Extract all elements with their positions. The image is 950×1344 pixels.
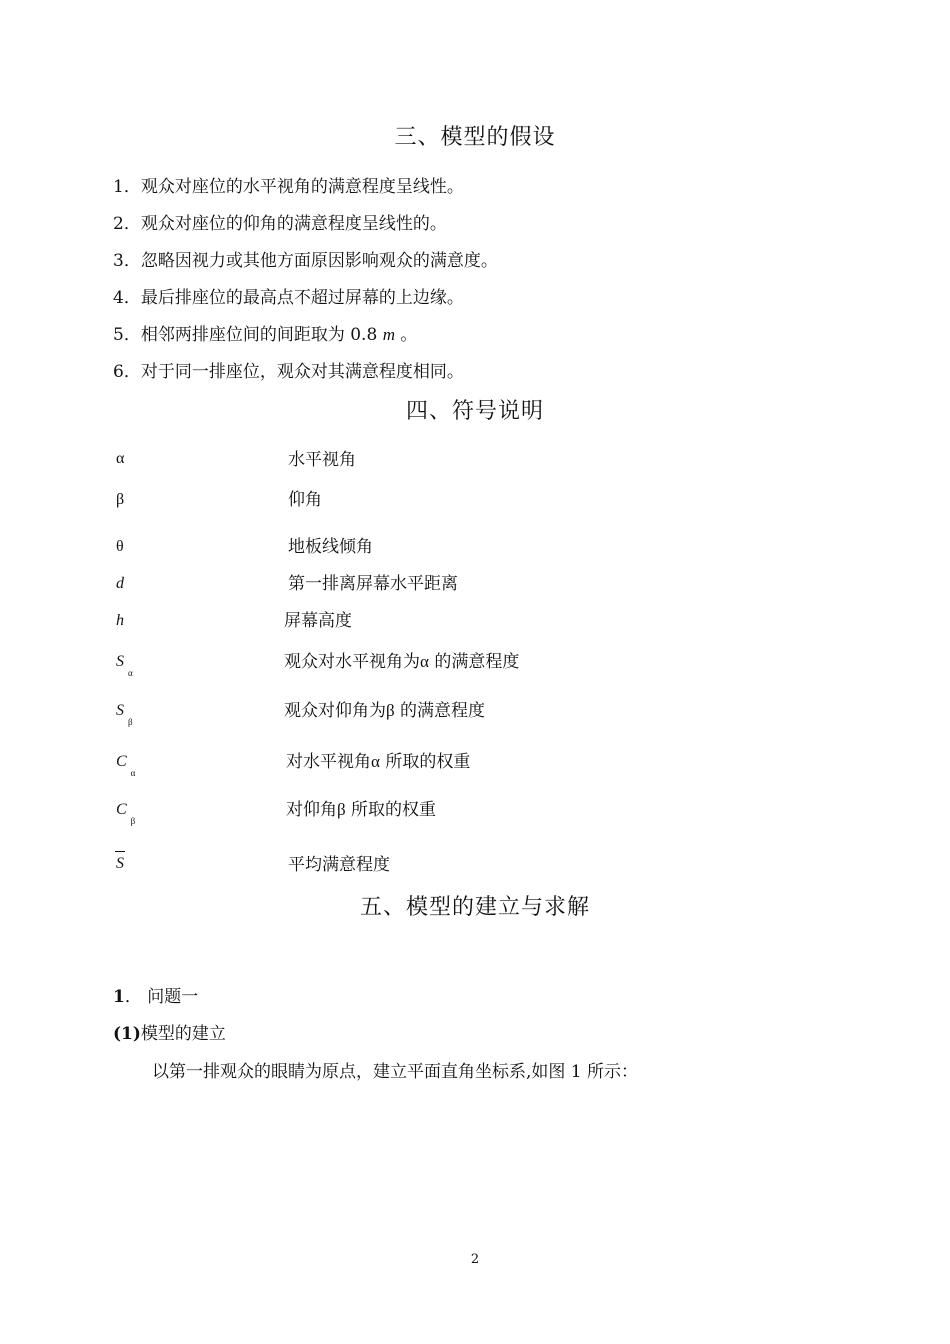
symbol-desc-s-bar: 平均满意程度 <box>288 855 390 875</box>
assumption-item-4 <box>113 283 464 308</box>
symbol-desc-c-beta: 对仰角β 所取的权重 <box>286 800 437 820</box>
assumption-item-5 <box>113 320 417 345</box>
symbol-s-alpha: $S_\alpha$ <box>116 653 133 678</box>
symbol-alpha: α <box>116 450 125 467</box>
symbol-d: d <box>116 575 124 592</box>
symbol-c-alpha: $C_\alpha$ <box>116 753 136 778</box>
assumption-item-3 <box>113 246 498 271</box>
item-text: 观众对座位的仰角的满意程度呈线性的。 <box>140 214 447 234</box>
subsection-heading <box>113 1019 226 1044</box>
assumption-item-6 <box>113 357 464 382</box>
item-number: 3． <box>113 251 141 271</box>
item-number: 2． <box>113 214 141 234</box>
subsection-title: 模型的建立 <box>140 1024 226 1044</box>
unit-meter: m <box>382 325 395 344</box>
symbol-desc-theta: 地板线倾角 <box>288 537 373 557</box>
body-paragraph: 以第一排观众的眼睛为原点，建立平面直角坐标系,如图 1 所示： <box>152 1062 639 1082</box>
problem-title: 问题一 <box>147 987 199 1007</box>
problem-number: 1 <box>113 987 125 1007</box>
symbol-desc-beta: 仰角 <box>288 490 322 510</box>
section-title-assumptions: 三、模型的假设 <box>394 125 556 150</box>
item-text: 相邻两排座位间的间距取为 0.8 <box>140 325 378 345</box>
subscript: α <box>128 668 133 678</box>
item-text: 忽略因视力或其他方面原因影响观众的满意度。 <box>140 251 498 271</box>
assumption-item-2 <box>113 209 447 234</box>
item-number: 6． <box>113 362 141 382</box>
subscript: α <box>130 768 136 778</box>
symbol-theta: θ <box>116 538 124 555</box>
subscript: β <box>130 816 136 826</box>
subscript: β <box>128 717 133 727</box>
symbol-desc-s-beta: 观众对仰角为β 的满意程度 <box>284 701 486 721</box>
item-number: 4． <box>113 288 141 308</box>
symbol-desc-d: 第一排离屏幕水平距离 <box>288 574 458 594</box>
section-title-model: 五、模型的建立与求解 <box>359 895 590 920</box>
section-title-symbols: 四、符号说明 <box>405 399 544 424</box>
page-number: 2 <box>470 1252 480 1267</box>
symbol-h: h <box>116 612 124 629</box>
symbol-s-beta: $S_\beta$ <box>116 702 133 727</box>
subsection-number: (1) <box>113 1024 141 1044</box>
item-tail: 。 <box>400 325 418 345</box>
symbol-c-beta: $C_\beta$ <box>116 801 136 826</box>
symbol-desc-h: 屏幕高度 <box>284 611 352 631</box>
item-text: 最后排座位的最高点不超过屏幕的上边缘。 <box>140 288 464 308</box>
problem-heading: 1． 问题一 <box>113 987 199 1007</box>
symbol-s-bar: S <box>116 855 124 872</box>
symbol-desc-c-alpha: 对水平视角α 所取的权重 <box>286 752 471 772</box>
symbol-desc-alpha: 水平视角 <box>288 450 356 470</box>
symbol-desc-s-alpha: 观众对水平视角为α 的满意程度 <box>284 652 520 672</box>
item-text: 观众对座位的水平视角的满意程度呈线性。 <box>140 177 464 197</box>
item-number: 5． <box>113 325 141 345</box>
assumption-item-1 <box>113 172 464 197</box>
symbol-beta: β <box>116 491 125 508</box>
item-text: 对于同一排座位，观众对其满意程度相同。 <box>140 362 464 382</box>
item-number: 1． <box>113 177 141 197</box>
